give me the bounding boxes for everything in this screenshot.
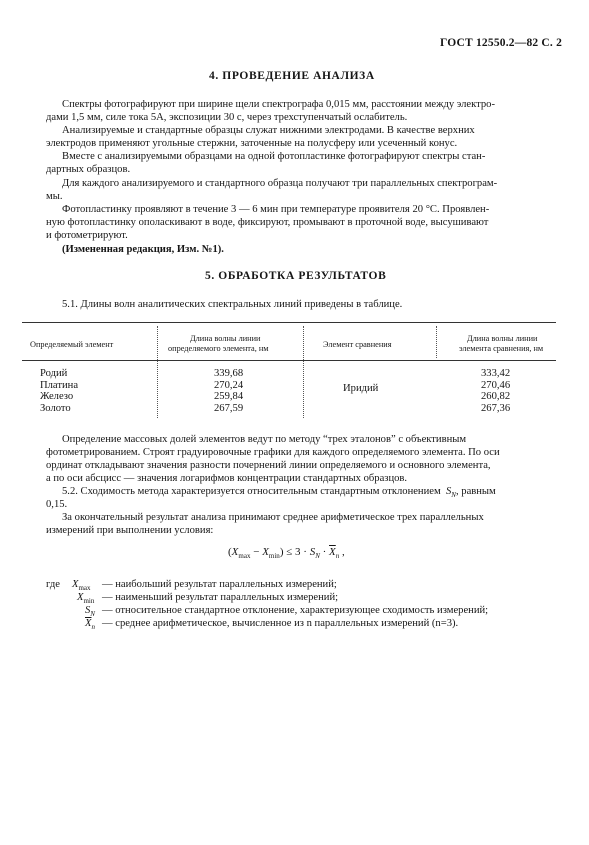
section-4-title: 4. ПРОВЕДЕНИЕ АНАЛИЗА bbox=[209, 70, 375, 82]
table-cell-element: Золото bbox=[40, 403, 71, 414]
paragraph-5-1: 5.1. Длины волн аналитических спектральных линий приведены в таблице. bbox=[62, 299, 403, 310]
table-cell-wavelength: 267,59 bbox=[214, 403, 244, 414]
table-cell-element: Железо bbox=[40, 391, 74, 402]
s-n-symbol: $S_N$ bbox=[443, 486, 456, 500]
section-4-line: Для каждого анализируемого и стандартного образца получают три параллельных спектрограм- bbox=[62, 178, 498, 189]
body-line: 0,15. bbox=[46, 499, 68, 510]
section-4-line: ную фотопластинку ополаскивают в воде, фиксируют, промывают в проточной воде, высушивают bbox=[46, 217, 489, 228]
section-4-line: и фотометрируют. bbox=[46, 230, 128, 241]
table-column-divider bbox=[303, 326, 304, 418]
table-header-rule bbox=[22, 360, 556, 361]
amendment-note: (Измененная редакция, Изм. №1). bbox=[62, 244, 224, 255]
def-symbol-xn: $\overline{X}_n$ bbox=[85, 618, 95, 632]
table-cell-element: Родий bbox=[40, 368, 68, 379]
def-symbol-sn: $S_N$ bbox=[85, 605, 95, 619]
table-cell-ref-wavelength: 260,82 bbox=[481, 391, 511, 402]
table-cell-ref-wavelength: 267,36 bbox=[481, 403, 511, 414]
paragraph-5-2-text: 5.2. Сходимость метода характеризуется относительным стандартным отклонением bbox=[62, 486, 441, 497]
section-5-title: 5. ОБРАБОТКА РЕЗУЛЬТАТОВ bbox=[205, 270, 387, 282]
table-top-rule bbox=[22, 322, 556, 323]
section-4-line: электродов применяют угольные стержни, заточенные на полусферу или усеченный конус. bbox=[46, 138, 458, 149]
table-column-divider bbox=[436, 326, 437, 358]
table-header-reference: Элемент сравнения bbox=[323, 340, 392, 349]
paragraph-5-2 bbox=[62, 485, 496, 502]
body-line: За окончательный результат анализа принимают среднее арифметическое трех параллельных bbox=[62, 512, 484, 523]
body-line: измерений при выполнении условия: bbox=[46, 525, 214, 536]
definition-line: — наибольший результат параллельных измерений; bbox=[102, 579, 337, 590]
document-code: ГОСТ 12550.2—82 С. 2 bbox=[440, 37, 563, 49]
table-cell-wavelength: 339,68 bbox=[214, 368, 244, 379]
definition-line: — среднее арифметическое, вычисленное из n параллельных измерений (n=3). bbox=[102, 618, 459, 629]
definition-line: — относительное стандартное отклонение, характеризующее сходимость измерений; bbox=[102, 605, 489, 616]
table-column-divider bbox=[157, 326, 158, 418]
table-header-ref-wavelength: элемента сравнения, нм bbox=[459, 344, 544, 353]
table-cell-ref-wavelength: 333,42 bbox=[481, 368, 511, 379]
section-4-line: дартных образцов. bbox=[46, 164, 131, 175]
body-line: фотометрированием. Строят градуировочные графики для каждого определяемого элемента. По оси bbox=[46, 447, 500, 458]
paragraph-5-2-tail: , равным bbox=[455, 486, 496, 497]
section-4-line: Спектры фотографируют при ширине щели спектрографа 0,015 мм, расстоянии между электро- bbox=[62, 99, 496, 110]
body-line: Определение массовых долей элементов ведут по методу “трех эталонов” с объективным bbox=[62, 434, 467, 445]
table-header-wavelength: Длина волны линии bbox=[190, 334, 261, 343]
table-cell-wavelength: 270,24 bbox=[214, 380, 244, 391]
section-4-line: мы. bbox=[46, 191, 63, 202]
section-4-line: Анализируемые и стандартные образцы служат нижними электродами. В качестве верхних bbox=[62, 125, 475, 136]
body-line: ординат откладывают значения разности почернений линии определяемого и основного элемента, bbox=[46, 460, 491, 471]
table-cell-element: Платина bbox=[40, 380, 79, 391]
table-header-element: Определяемый элемент bbox=[30, 340, 114, 349]
def-symbol-xmin: $X_{min}$ bbox=[77, 592, 95, 606]
where-word: где bbox=[46, 579, 60, 590]
table-cell-reference-element: Иридий bbox=[343, 383, 379, 394]
table-header-wavelength: определяемого элемента, нм bbox=[168, 344, 269, 353]
def-symbol-xmax: $X_{max}$ bbox=[72, 579, 91, 593]
section-4-line: Фотопластинку проявляют в течение 3 — 6 мин при температуре проявителя 20 °С. Проявлен- bbox=[62, 204, 490, 215]
section-4-line: Вместе с анализируемыми образцами на одной фотопластинке фотографируют спектры стан- bbox=[62, 151, 486, 162]
formula: $(X_{max} - X_{min}) \le 3 \cdot S_N \cdot \overline{X}_n$ , bbox=[228, 546, 345, 561]
table-cell-wavelength: 259,84 bbox=[214, 391, 244, 402]
body-line: а по оси абсцисс — значения логарифмов концентрации стандартных образцов. bbox=[46, 473, 408, 484]
definition-line: — наименьший результат параллельных измерений; bbox=[102, 592, 339, 603]
table-header-ref-wavelength: Длина волны линии bbox=[467, 334, 538, 343]
section-4-line: дами 1,5 мм, силе тока 5А, экспозиции 30 с, через трехступенчатый ослабитель. bbox=[46, 112, 408, 123]
table-cell-ref-wavelength: 270,46 bbox=[481, 380, 511, 391]
